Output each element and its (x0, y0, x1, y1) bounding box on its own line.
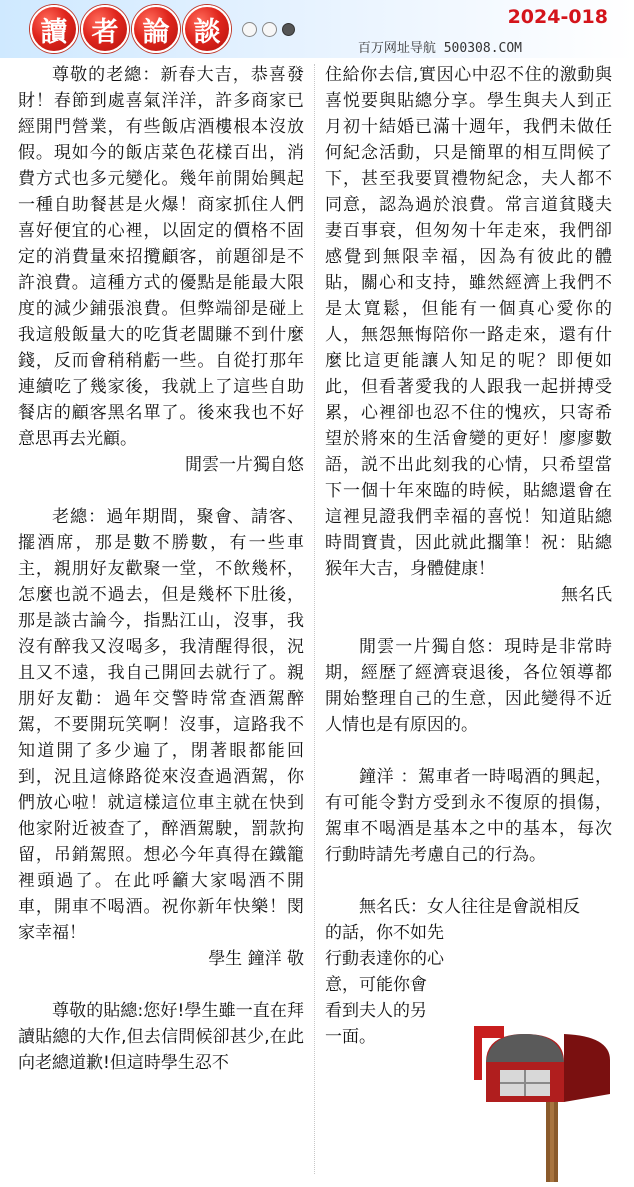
site-watermark: 百万网址导航 500308.COM (357, 41, 522, 56)
letter-text: 老總：過年期間，聚會、請客、擺酒席，那是數不勝數，有一些車主，親朋好友歡聚一堂，不飲幾杯，怎麼也説不過去，但是幾杯下肚後，那是談古論今，指點江山，沒事，我沒有醉我又沒喝多，我清醒得很，況且又不遠，我自己開回去就行了。親朋好友勸：過年交警時常查酒駕醉駕，不要開玩笑啊！沒事，這路我不知道開了多少遍了，閉著眼都能回到，況且這條路從來沒查過酒駕，你們放心啦！就這樣這位車主就在快到他家附近被查了，醉酒駕駛，罰款拘留，吊銷駕照。想必今年真得在鐵籠裡頭過了。在此呼籲大家喝酒不開車，開車不喝酒。祝你新年快樂！閔家幸福！ (18, 507, 304, 943)
editor-reply-line: 看到夫人的另 (325, 1001, 427, 1021)
editor-reply-line: 無名氏：女人往往是會説相反 (359, 897, 580, 917)
letter-signature: 閒雲一片獨自悠 (185, 455, 304, 475)
dot-icon (282, 23, 295, 36)
editor-reply-line: 一面。 (325, 1027, 376, 1047)
column-title (30, 6, 300, 52)
decorative-dots (242, 22, 300, 37)
editor-reply: 鐘洋 ：駕車者一時喝酒的興起，有可能令對方受到永不復原的損傷，駕車不喝酒是基本之中的基本，每次行動時請先考慮自己的行為。 (325, 767, 612, 865)
letter-text: 尊敬的貼總:您好!學生雖一直在拜讀貼總的大作,但去信問候卻甚少,在此向老總道歉!但這時學生忍不 (18, 1001, 304, 1073)
mailbox-icon (468, 1022, 618, 1182)
editor-reply: 閒雲一片獨自悠：現時是非常時期，經歷了經濟衰退後，各位領導都開始整理自己的生意，因此變得不近人情也是有原因的。 (325, 637, 612, 735)
letter-text: 住給你去信,實因心中忍不住的激動與喜悦要與貼總分享。學生與夫人到正月初十結婚已滿十週年，我們未做任何紀念活動，只是簡單的相互問候了下，甚至我要買禮物紀念，夫人都不同意，認為過於浪費。常言道貧賤夫妻百事衰，但匆匆十年走來，我們卻感覺到無限幸福，因為有彼此的體貼，關心和支持，雖然經濟上我們不是太寬鬆，但能有一個真心愛你的人，無怨無悔陪你一路走來，還有什麼比這更能讓人知足的呢？即便如此，但看著愛我的人跟我一起拼搏受累，心裡卻也忍不住的愧疚，只寄希望於將來的生活會變的更好！廖廖數語，説不出此刻我的心情，只希望當下一個十年來臨的時候，貼總還會在這裡見證我們幸福的喜悦！知道貼總時間寶貴，因此就此擱筆！祝：貼總猴年大吉，身體健康！ (325, 65, 612, 579)
issue-number: 2024-018 (507, 6, 608, 28)
dot-icon (262, 22, 277, 37)
title-char: 者 (81, 5, 129, 53)
letter-text: 尊敬的老總：新春大吉，恭喜發財！春節到處喜氣洋洋，許多商家已經開門營業，有些飯店酒樓根本沒放假。現如今的飯店菜色花樣百出，消費方式也多元變化。幾年前開始興起一種自助餐甚是火爆！商家抓住人們喜好便宜的心裡，以固定的價格不固定的消費量來招攬顧客，前題卻是不許浪費。這種方式的優點是能最大限度的減少鋪張浪費。但弊端卻是碰上我這般飯量大的吃貨老闆賺不到什麼錢，反而會稍稍虧一些。自從打那年連續吃了幾家後，我就上了這些自助餐店的顧客黑名單了。後來我也不好意思再去光顧。 (18, 65, 304, 449)
title-char: 讀 (30, 5, 78, 53)
letter-signature: 無名氏 (561, 585, 612, 605)
editor-reply-line: 的話，你不如先 (325, 923, 444, 943)
left-column (18, 62, 304, 1076)
column-divider (314, 64, 315, 1174)
right-column (325, 62, 612, 1050)
editor-reply-line: 意，可能你會 (325, 975, 427, 995)
editor-reply-line: 行動表達你的心 (325, 949, 444, 969)
header-banner (0, 0, 634, 58)
letter-signature: 學生 鐘洋 敬 (208, 949, 304, 969)
title-char: 論 (132, 5, 180, 53)
title-char: 談 (183, 5, 231, 53)
dot-icon (242, 22, 257, 37)
